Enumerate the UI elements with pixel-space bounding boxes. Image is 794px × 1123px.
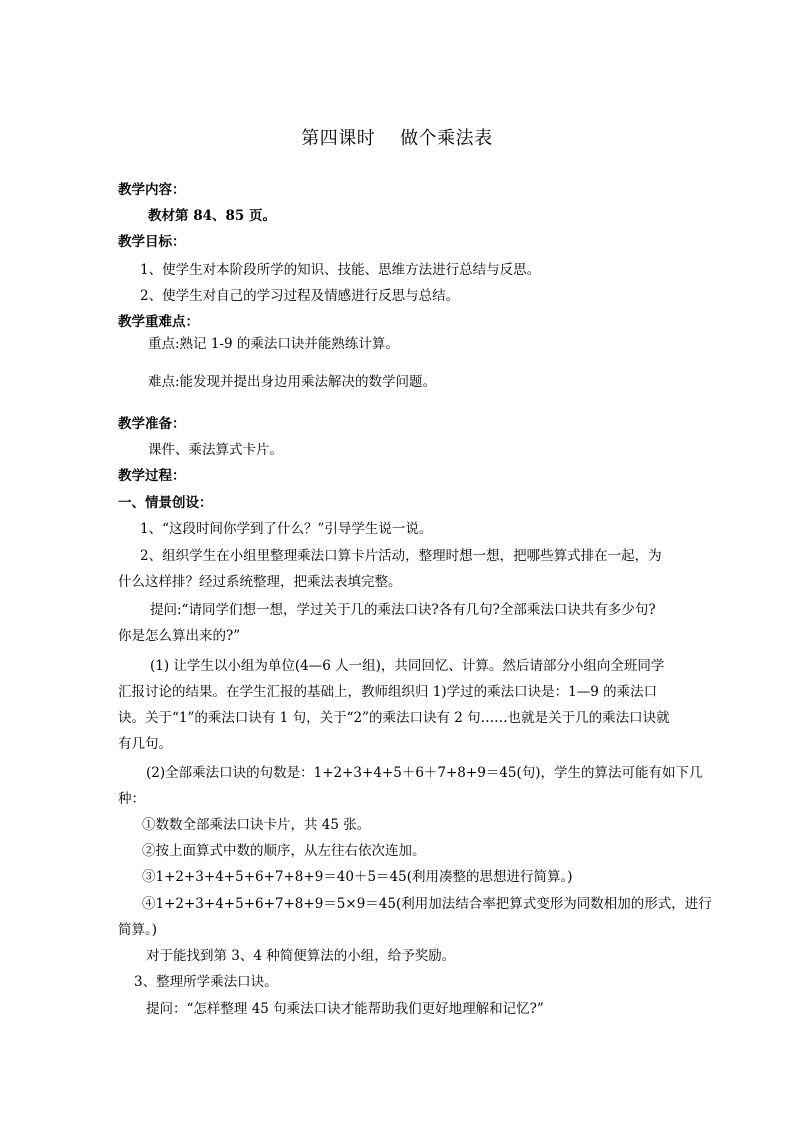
goal-item-2: 2、使学生对自己的学习过程及情感进行反思与总结。	[140, 288, 460, 304]
step-2-line-1: 2、组织学生在小组里整理乘法口算卡片活动，整理时想一想，把哪些算式排在一起，为	[140, 548, 662, 564]
question-2: 提问：“怎样整理 45 句乘法口诀才能帮助我们更好地理解和记忆?”	[146, 1001, 544, 1017]
sub-1-line-1: (1) 让学生以小组为单位(4—6 人一组)，共同回忆、计算。然后请部分小组向全班同学	[150, 658, 665, 674]
reward-note: 对于能找到第 3、4 种简便算法的小组，给予奖励。	[146, 948, 456, 964]
prep-text: 课件、乘法算式卡片。	[148, 442, 283, 458]
sub-1-line-2: 汇报讨论的结果。在学生汇报的基础上，教师组织归 1)学过的乘法口诀是：1—9 的乘法口	[118, 684, 658, 700]
page-title: 第四课时 做个乘法表	[301, 128, 493, 149]
method-1: ①数数全部乘法口诀卡片，共 45 张。	[142, 817, 371, 833]
method-3: ③1+2+3+4+5+6+7+8+9＝40＋5＝45(利用凑整的思想进行简算。)	[142, 869, 573, 885]
method-2: ②按上面算式中数的顺序，从左往右依次连加。	[142, 843, 426, 859]
question-1-line-1: 提问:“请同学们想一想，学过关于几的乘法口诀?各有几句?全部乘法口诀共有多少句?	[150, 602, 656, 618]
method-4-line-1: ④1+2+3+4+5+6+7+8+9＝5×9＝45(利用加法结合率把算式变形为同数相加的形式，进行	[142, 896, 712, 912]
keypoints-heading: 教学重难点：	[118, 314, 199, 330]
goal-item-1: 1、使学生对本阶段所学的知识、技能、思维方法进行总结与反思。	[140, 262, 541, 278]
sub-1-line-4: 有几句。	[118, 736, 172, 752]
method-4-line-2: 简算。)	[118, 922, 158, 938]
step-2-line-2: 什么这样排？经过系统整理，把乘法表填完整。	[118, 574, 402, 590]
process-heading: 教学过程：	[118, 468, 186, 484]
question-1-line-2: 你是怎么算出来的?”	[118, 628, 241, 644]
sub-2-line-1: (2)全部乘法口诀的句数是：1+2+3+4+5＋6＋7+8+9＝45(句)，学生的算法可能有如下几	[146, 765, 703, 781]
sub-2-line-2: 种：	[118, 791, 145, 807]
goals-heading: 教学目标：	[118, 234, 186, 250]
sub-1-line-3: 诀。关于“1”的乘法口诀有 1 句，关于“2”的乘法口诀有 2 句……也就是关于几的乘法口诀就	[118, 710, 670, 726]
difficult-point: 难点:能发现并提出身边用乘法解决的数学问题。	[148, 374, 437, 390]
content-heading: 教学内容：	[118, 182, 186, 198]
prep-heading: 教学准备：	[118, 416, 186, 432]
key-point: 重点:熟记 1-9 的乘法口诀并能熟练计算。	[148, 336, 399, 352]
step-1: 1、“这段时间你学到了什么？”引导学生说一说。	[140, 521, 433, 537]
part1-heading: 一、情景创设：	[118, 495, 213, 511]
content-text: 教材第 84、85 页。	[148, 208, 276, 224]
step-3: 3、整理所学乘法口诀。	[134, 974, 278, 990]
